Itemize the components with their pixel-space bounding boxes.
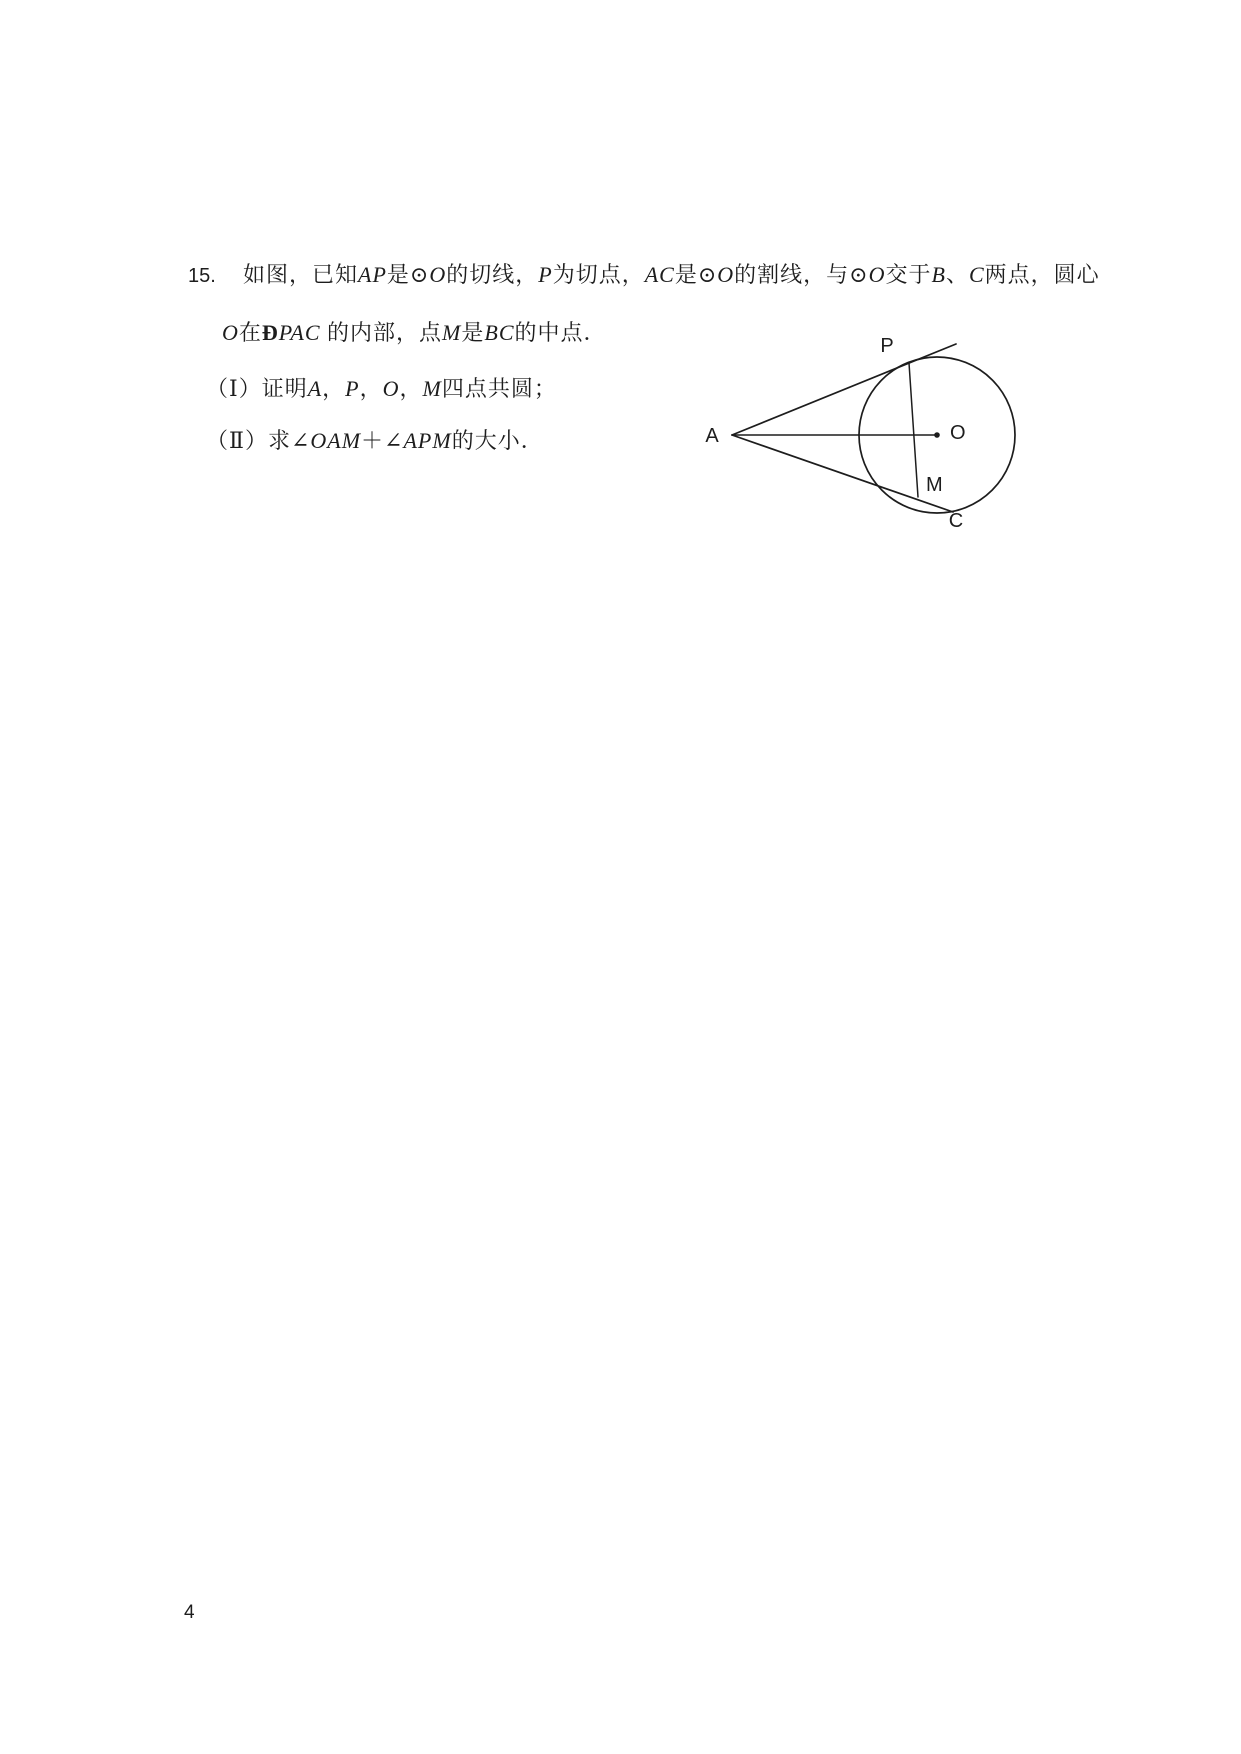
segment-PM [909,363,918,497]
text-segment: 是⊙ [674,262,718,287]
label-C: C [948,510,964,532]
text-segment: PAC [278,320,321,345]
text-segment: 交于 [885,262,932,287]
text-segment: 是 [461,320,485,345]
text-segment: OAM [310,428,362,453]
question-number: 15. [188,265,216,287]
text-segment: A [307,376,323,401]
text-segment: ， [399,376,423,401]
text-segment: 的切线， [446,262,539,287]
geometry-figure [690,320,1030,535]
problem-line [206,424,544,455]
text-segment: ， [359,376,383,401]
text-segment: ＋∠ [361,428,404,453]
text-segment: BC [484,320,515,345]
text-segment: C [968,262,985,287]
text-segment: O [429,262,447,287]
text-segment: O [717,262,735,287]
text-segment: P [538,262,553,287]
text-segment: 四点共圆； [441,376,557,401]
tangent-line-AP [732,344,956,435]
page-number: 4 [184,1602,195,1623]
label-P: P [880,335,894,357]
text-segment: AC [644,262,675,287]
text-segment: 在 [238,320,262,345]
text-segment: 的大小． [451,428,544,453]
text-segment: 两点，圆心 [984,262,1100,287]
label-A: A [705,425,719,447]
text-segment: AP [358,262,387,287]
text-segment: B [931,262,946,287]
text-segment: 是⊙ [386,262,430,287]
text-segment: P [345,376,360,401]
text-segment: O [222,320,239,345]
text-segment: Ð [261,320,279,345]
label-M: M [926,474,943,496]
text-segment: APM [403,428,452,453]
text-segment: 的割线，与⊙ [734,262,869,287]
text-segment: 如图，已知 [243,262,359,287]
text-segment: O [868,262,886,287]
text-segment: M [422,376,442,401]
label-O: O [950,422,966,444]
problem-line [222,316,607,347]
text-segment: M [442,320,462,345]
problem-line [206,372,557,403]
text-segment: （Ⅱ）求∠ [206,428,311,453]
text-segment: 的中点． [514,320,607,345]
text-segment: （Ⅰ）证明 [206,376,308,401]
text-segment: 的内部，点 [320,320,443,345]
text-segment: 为切点， [552,262,645,287]
text-segment: 、 [945,262,969,287]
center-dot-O [934,432,940,438]
secant-line-AC [732,435,953,512]
text-segment: ， [322,376,346,401]
text-segment: O [382,376,400,401]
problem-line [188,258,1100,289]
